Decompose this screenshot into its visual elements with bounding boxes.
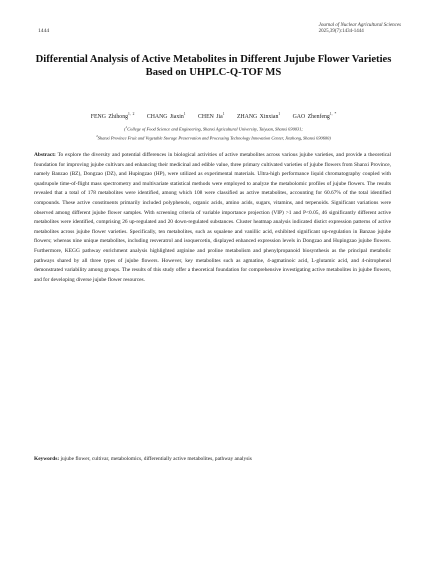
author-list: [30, 112, 397, 120]
affiliation: $^2$Shanxi Province Fruit and Vegetable Storage Preservation and Processing Technology Innovation Center, Jinzhong, Shanxi 030600): [96, 134, 331, 141]
author: [293, 114, 337, 120]
author-affiliation-mark: 1: [222, 112, 225, 116]
keywords-label: Keywords:: [34, 456, 60, 462]
journal-name: Journal of Nuclear Agricultural Sciences: [318, 23, 401, 28]
author-name: CHANG Jiaxin: [146, 113, 184, 120]
author-affiliation-mark: 1, *: [329, 112, 337, 116]
affiliation-list: [30, 124, 397, 142]
affiliation-number: 2: [96, 134, 98, 139]
affiliation: ($^1$College of Food Science and Engineering, Shanxi Agricultural University, Taiyuan, Shanxi 030031;: [124, 125, 303, 132]
keywords: [34, 455, 391, 465]
affiliation-number: 1: [125, 125, 128, 129]
page-number: 1444: [38, 28, 50, 34]
keywords-text: jujube flower, cultivar, metabolomics, differentially active metabolites, pathway analysis: [60, 456, 252, 462]
author-name: CHEN Jia: [198, 113, 223, 120]
author-affiliation-mark: 1: [183, 112, 186, 116]
author-name: ZHANG Xinxian: [236, 113, 279, 120]
affiliation-text: Shanxi Province Fruit and Vegetable Storage Preservation and Processing Technology Innovation Center, Jinzhong, Shanxi 030600: [97, 135, 330, 141]
abstract-text: To explore the diversity and potential differences in biological activities of active metabolites across various jujube varieties, and provide a theoretical foundation for improving jujube cultivars and enhancing their medicinal and edible value, three primary cultivated varieties of jujube flowers from Shanxi Province, namely Banzao (BZ), Dongzao (DZ), and Hupingzao (HP), were utilized as experimental materials. Ultra-high performance liquid chromatography coupled with quadrupole time-of-flight mass spectrometry and multivariate statistical methods were employed to analyze the metabolomic profiles of jujube flowers. The results revealed that a total of 178 metabolites were identified, among which 108 were classified as active metabolites, accounting for 60.67% of the total identified compounds. These active constituents primarily included polyphenols, organic acids, amino acids, sugars, vitamins, and terpenoids. Significant variations were observed among different jujube flower samples. With screening criteria of variable importance projection (VIP) >1 and P<0.05, 46 significantly different active metabolites were identified, comprising 26 up-regulated and 20 down-regulated substances. Cluster heatmap analysis indicated distict expression patterns of active metabolites across jujube flower varieties. Specifically, ten metabolites, such as squalene and vanillic acid, exhibited significant up-regulation in Banzao jujube flowers; whereas nine unique metabolites, including resveratrol and isoquercetin, displayed enhanced expression levels in Dongzao and Hupingzao jujube flowers. Furthermore, KEGG pathway enrichment analysis highlighted arginine and proline metabolism and phenylpropanoid biosynthesis as the principal metabolic pathways shared by all three types of jujube flowers. However, key metabolites such as agmatine, 4-agmatinoic acid, L-glutamic acid, and 4-nitrophenol demonstrated variability among groups. The results of this study offer a theoretical foundation for comprehensive investigating active metabolites in jujube flowers, and for developing diverse jujube flower resources.: [34, 152, 391, 283]
author: [91, 114, 135, 120]
author-affiliation-mark: 1: [278, 112, 281, 116]
running-header: [319, 23, 401, 36]
author: [198, 114, 224, 120]
abstract-label: Abstract:: [34, 152, 56, 158]
abstract: [34, 151, 391, 285]
author: [147, 114, 186, 120]
paper-title: Differential Analysis of Active Metabolites in Different Jujube Flower Varieties Based on UHPLC-Q-TOF MS: [35, 54, 392, 79]
author: [237, 114, 280, 120]
affiliation-text: College of Food Science and Engineering, Shanxi Agricultural University, Taiyuan, Shanxi 030031;: [127, 126, 303, 132]
author-affiliation-mark: 1, 2: [128, 112, 135, 116]
author-name: FENG Zhihong: [90, 113, 128, 120]
author-name: GAO Zhenfeng: [292, 113, 330, 120]
journal-volume: 2025,39(7):1434-1444: [318, 29, 364, 35]
